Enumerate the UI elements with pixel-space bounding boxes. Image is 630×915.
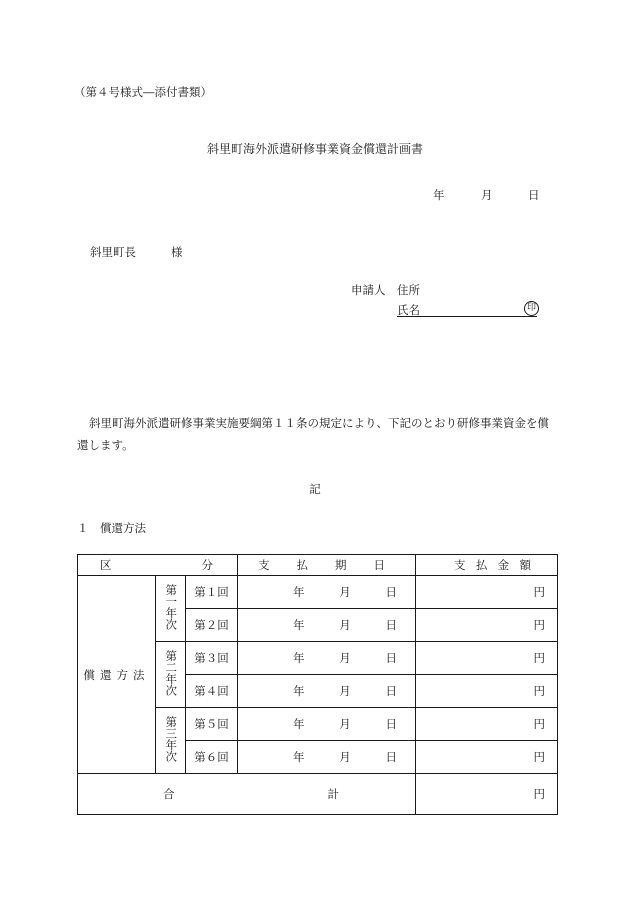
unit-year: 年 — [293, 684, 305, 698]
total-char: 合 — [163, 787, 175, 801]
document-title: 斜里町海外派遣研修事業資金償還計画書 — [206, 142, 423, 156]
header-date-char: 日 — [373, 558, 386, 572]
total-char: 計 — [327, 787, 340, 801]
unit-month: 月 — [339, 651, 351, 665]
installment-label: 第５回 — [186, 708, 238, 741]
date-cell — [238, 708, 416, 741]
year-2-label: 第二年次 — [156, 642, 186, 708]
name-label: 氏名 — [397, 303, 420, 317]
repayment-method-label: 償還方法 — [78, 576, 156, 774]
unit-year: 年 — [293, 651, 305, 665]
date-cell — [238, 642, 416, 675]
amount-cell: 円 — [416, 675, 558, 708]
name-underline — [397, 316, 537, 317]
installment-label: 第１回 — [186, 576, 238, 609]
addressee-name: 斜里町長 — [90, 245, 136, 259]
header-payment-date — [238, 555, 416, 576]
header-date-char: 支 — [258, 558, 270, 572]
total-amount-cell: 円 — [416, 774, 558, 815]
addressee-suffix: 様 — [171, 245, 183, 259]
header-amount-char: 額 — [519, 558, 531, 572]
header-amount — [416, 555, 558, 576]
unit-year: 年 — [293, 618, 305, 632]
amount-cell: 円 — [416, 741, 558, 774]
installment-label: 第６回 — [186, 741, 238, 774]
unit-day: 日 — [385, 651, 398, 665]
unit-year: 年 — [293, 585, 305, 599]
installment-label: 第３回 — [186, 642, 238, 675]
header-date-char: 期 — [335, 558, 347, 572]
header-amount-char: 支 — [454, 558, 466, 572]
date-day: 日 — [528, 188, 540, 202]
unit-day: 日 — [385, 750, 398, 764]
unit-year: 年 — [293, 717, 305, 731]
header-category-char: 区 — [100, 558, 112, 572]
applicant-label: 申請人 — [351, 283, 386, 297]
date-year: 年 — [433, 188, 445, 202]
header-amount-char: 払 — [475, 558, 488, 572]
seal-mark: 印 — [524, 301, 539, 316]
ki-heading: 記 — [309, 482, 321, 496]
date-cell — [238, 576, 416, 609]
amount-cell: 円 — [416, 609, 558, 642]
unit-day: 日 — [385, 684, 398, 698]
year-3-label: 第三年次 — [156, 708, 186, 774]
unit-month: 月 — [339, 684, 351, 698]
unit-month: 月 — [339, 750, 351, 764]
total-row — [78, 774, 558, 815]
header-date-char: 払 — [296, 558, 309, 572]
installment-label: 第４回 — [186, 675, 238, 708]
date-cell — [238, 741, 416, 774]
amount-cell: 円 — [416, 576, 558, 609]
installment-label: 第２回 — [186, 609, 238, 642]
body-paragraph: 斜里町海外派遣研修事業実施要綱第１１条の規定により、下記のとおり研修事業資金を償還します。 — [77, 416, 549, 452]
table-header-row — [78, 555, 558, 576]
year-1-label: 第一年次 — [156, 576, 186, 642]
total-label — [78, 774, 416, 815]
repayment-table — [77, 554, 558, 815]
form-number: （第４号様式―添付書類） — [74, 85, 212, 99]
amount-cell: 円 — [416, 642, 558, 675]
date-month: 月 — [481, 188, 493, 202]
unit-year: 年 — [293, 750, 305, 764]
unit-month: 月 — [339, 717, 351, 731]
date-cell — [238, 609, 416, 642]
unit-month: 月 — [339, 618, 351, 632]
header-amount-char: 金 — [497, 558, 510, 572]
amount-cell: 円 — [416, 708, 558, 741]
unit-day: 日 — [385, 618, 398, 632]
table-row — [78, 576, 558, 609]
unit-day: 日 — [385, 585, 398, 599]
header-category-char: 分 — [201, 558, 214, 572]
address-label: 住所 — [397, 283, 420, 297]
header-category — [78, 555, 238, 576]
section-heading: １ 償還方法 — [77, 521, 146, 535]
date-cell — [238, 675, 416, 708]
unit-month: 月 — [339, 585, 351, 599]
unit-day: 日 — [385, 717, 398, 731]
